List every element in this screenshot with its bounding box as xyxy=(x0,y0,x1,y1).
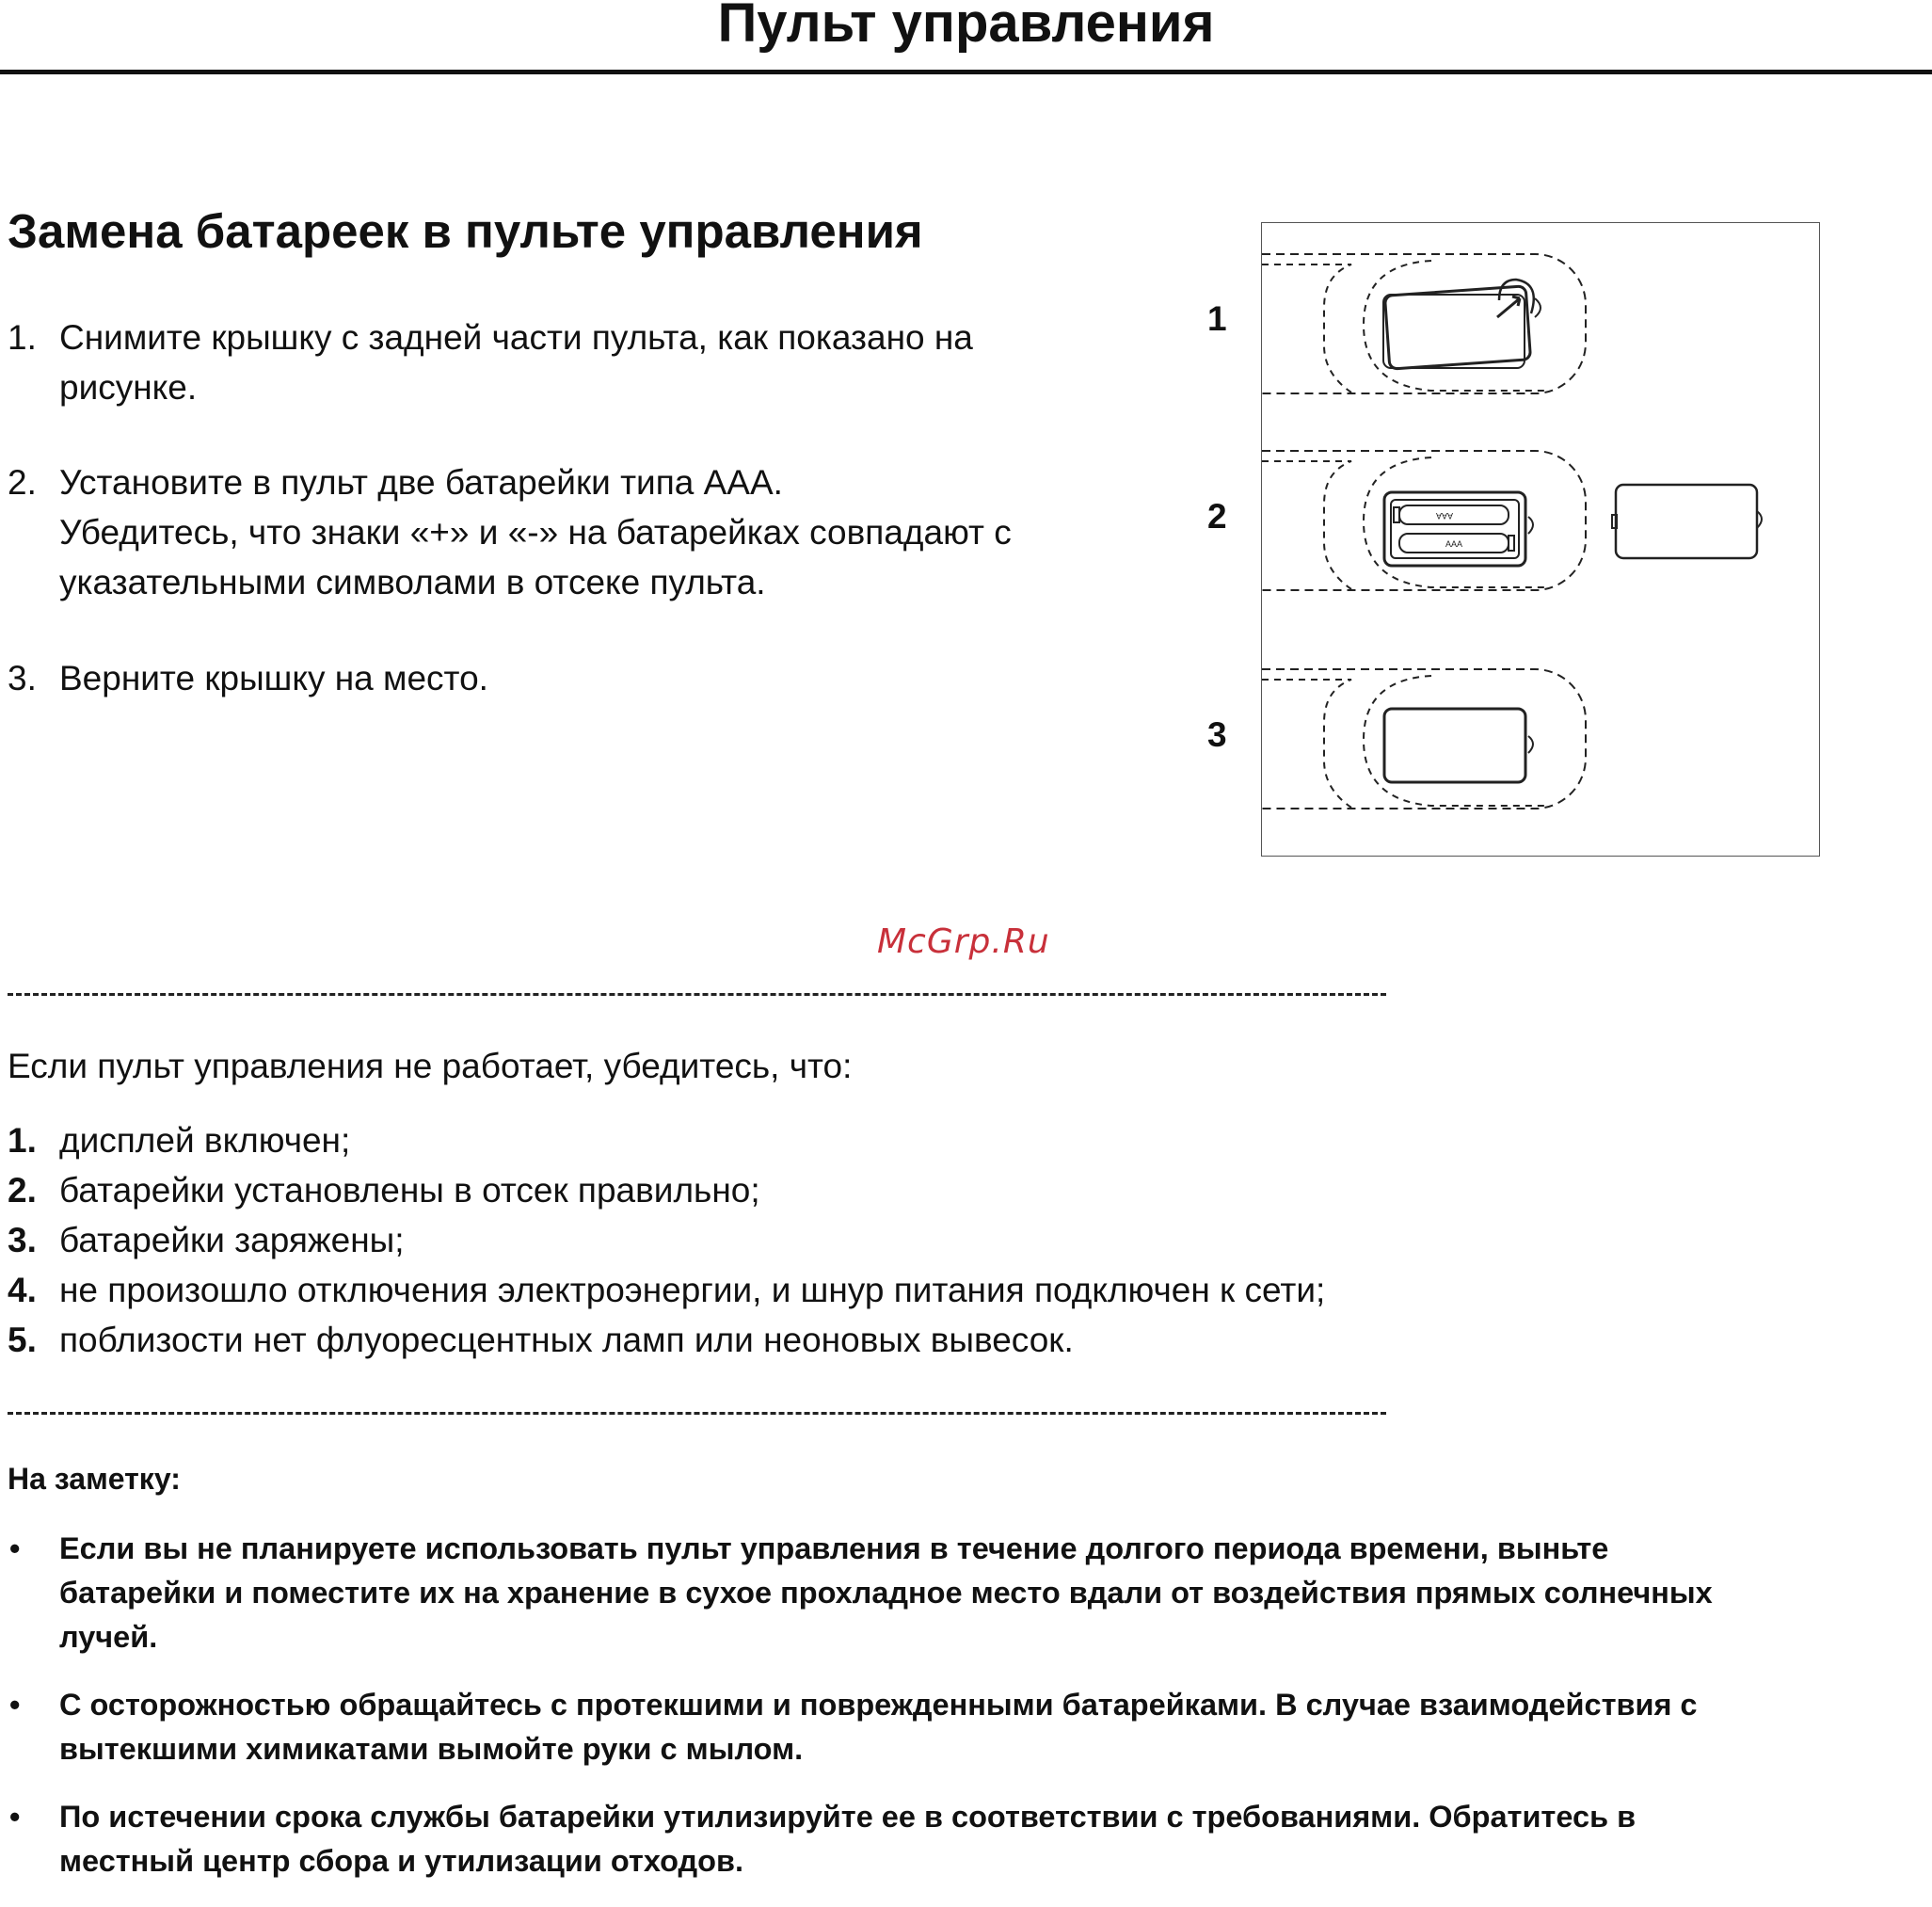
notes-list xyxy=(8,1527,1908,1907)
remote-outline-2 xyxy=(1262,451,1586,590)
list-number: 2. xyxy=(8,1171,37,1210)
step-text: Установите в пульт две батарейки типа AAA. xyxy=(59,463,783,502)
step-text: Убедитесь, что знаки «+» и «-» на батарейках совпадают с xyxy=(59,513,1012,552)
list-number: 4. xyxy=(8,1271,37,1309)
figure-label: 1 xyxy=(1207,299,1227,338)
step-number: 1. xyxy=(8,318,37,357)
list-item xyxy=(8,1315,1513,1365)
figure-label: 2 xyxy=(1207,497,1227,536)
dashed-divider xyxy=(8,1412,1386,1415)
step-item xyxy=(8,457,1012,607)
title-rule xyxy=(0,70,1932,74)
note-item xyxy=(8,1527,1908,1659)
step-number: 3. xyxy=(8,659,37,697)
bullet: • xyxy=(9,1800,21,1834)
watermark: McGrp.Ru xyxy=(877,922,1050,961)
list-text: поблизости нет флуоресцентных ламп или неоновых вывесок. xyxy=(59,1321,1074,1359)
removed-cover xyxy=(1612,485,1762,558)
step-text: Снимите крышку с задней части пульта, как показано на xyxy=(59,318,973,357)
note-text: вытекшими химикатами вымойте руки с мылом. xyxy=(59,1732,804,1766)
page-title: Пульт управления xyxy=(717,0,1215,54)
note-text: Если вы не планируете использовать пульт управления в течение долгого периода времени, выньте xyxy=(59,1531,1609,1565)
list-number: 5. xyxy=(8,1321,37,1359)
step-text: Верните крышку на место. xyxy=(59,659,488,697)
battery-diagram-svg xyxy=(1262,223,1819,856)
remote-outline-3 xyxy=(1262,669,1586,809)
notes-heading: На заметку: xyxy=(8,1462,181,1496)
troubleshooting-intro: Если пульт управления не работает, убедитесь, что: xyxy=(8,1047,853,1085)
note-text: лучей. xyxy=(59,1620,158,1654)
note-text: батарейки и поместите их на хранение в сухое прохладное место вдали от воздействия прямых солнечных xyxy=(59,1576,1713,1610)
battery-label: AAA xyxy=(1435,511,1454,521)
list-text: батарейки установлены в отсек правильно; xyxy=(59,1171,760,1210)
step-text: указательными символами в отсеке пульта. xyxy=(59,563,766,601)
battery-label: AAA xyxy=(1445,539,1463,549)
battery-compartment xyxy=(1384,492,1533,566)
list-number: 3. xyxy=(8,1221,37,1259)
battery-cover-3 xyxy=(1384,709,1533,782)
battery-cover-1 xyxy=(1383,280,1541,369)
step-item xyxy=(8,312,973,412)
section-heading: Замена батареек в пульте управления xyxy=(8,204,923,258)
list-number: 1. xyxy=(8,1121,37,1160)
figure-label: 3 xyxy=(1207,715,1227,754)
troubleshooting-list xyxy=(8,1115,1513,1365)
list-item xyxy=(8,1215,1513,1265)
list-text: батарейки заряжены; xyxy=(59,1221,405,1259)
step-number: 2. xyxy=(8,463,37,502)
note-text: По истечении срока службы батарейки утилизируйте ее в соответствии с требованиями. Обратитесь в xyxy=(59,1800,1637,1834)
list-text: не произошло отключения электроэнергии, и шнур питания подключен к сети; xyxy=(59,1271,1326,1309)
remote-outline-1 xyxy=(1262,254,1586,393)
battery-diagram xyxy=(1207,222,1820,857)
note-text: местный центр сбора и утилизации отходов. xyxy=(59,1844,743,1878)
note-item xyxy=(8,1795,1908,1883)
note-item xyxy=(8,1683,1908,1771)
step-text: рисунке. xyxy=(59,368,198,407)
bullet: • xyxy=(9,1531,21,1565)
list-text: дисплей включен; xyxy=(59,1121,351,1160)
list-item xyxy=(8,1265,1513,1315)
list-item xyxy=(8,1165,1513,1215)
list-item xyxy=(8,1115,1513,1165)
dashed-divider xyxy=(8,993,1386,996)
note-text: С осторожностью обращайтесь с протекшими и поврежденными батарейками. В случае взаимодействия с xyxy=(59,1688,1698,1722)
bullet: • xyxy=(9,1688,21,1722)
step-item xyxy=(8,653,488,703)
